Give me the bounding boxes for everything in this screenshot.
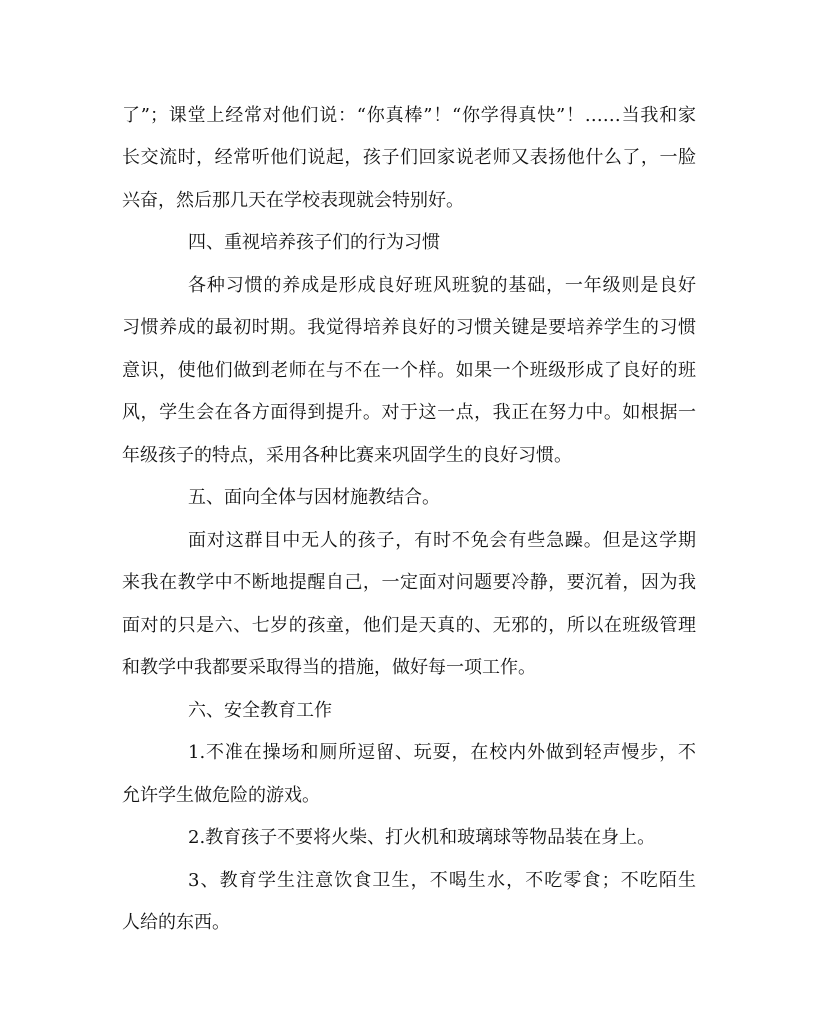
section-heading: 五、面向全体与因材施教结合。 [188,487,440,508]
list-item-line: 2.教育孩子不要将火柴、打火机和玻璃球等物品装在身上。 [188,827,656,848]
paragraph-line: 风，学生会在各方面得到提升。对于这一点，我正在努力中。如根据一 [122,402,696,423]
paragraph-line: 面对这群目中无人的孩子，有时不免会有些急躁。但是这学期 [188,530,696,551]
list-item-line: 允许学生做危险的游戏。 [122,785,320,806]
paragraph-line: 长交流时，经常听他们说起，孩子们回家说老师又表扬他什么了，一脸 [122,147,696,168]
paragraph-line: 习惯养成的最初时期。我觉得培养良好的习惯关键是要培养学生的习惯 [122,317,696,338]
list-item-line: 3、教育学生注意饮食卫生，不喝生水，不吃零食；不吃陌生 [188,870,696,891]
section-heading: 六、安全教育工作 [188,700,332,721]
paragraph-line: 各种习惯的养成是形成良好班风班貌的基础，一年级则是良好 [188,275,696,296]
paragraph-line: 了”；课堂上经常对他们说：“你真棒”！“你学得真快”！……当我和家 [122,105,696,126]
paragraph-line: 来我在教学中不断地提醒自己，一定面对问题要冷静，要沉着，因为我 [122,572,696,593]
paragraph-line: 面对的只是六、七岁的孩童，他们是天真的、无邪的，所以在班级管理 [122,615,696,636]
paragraph-line: 和教学中我都要采取得当的措施，做好每一项工作。 [122,657,536,678]
paragraph-line: 意识，使他们做到老师在与不在一个样。如果一个班级形成了良好的班 [122,360,696,381]
paragraph-line: 兴奋，然后那几天在学校表现就会特别好。 [122,190,464,211]
list-item-line: 人给的东西。 [122,912,230,933]
list-item-line: 1.不准在操场和厕所逗留、玩耍，在校内外做到轻声慢步，不 [188,742,696,763]
section-heading: 四、重视培养孩子们的行为习惯 [188,232,440,253]
paragraph-line: 年级孩子的特点，采用各种比赛来巩固学生的良好习惯。 [122,445,572,466]
